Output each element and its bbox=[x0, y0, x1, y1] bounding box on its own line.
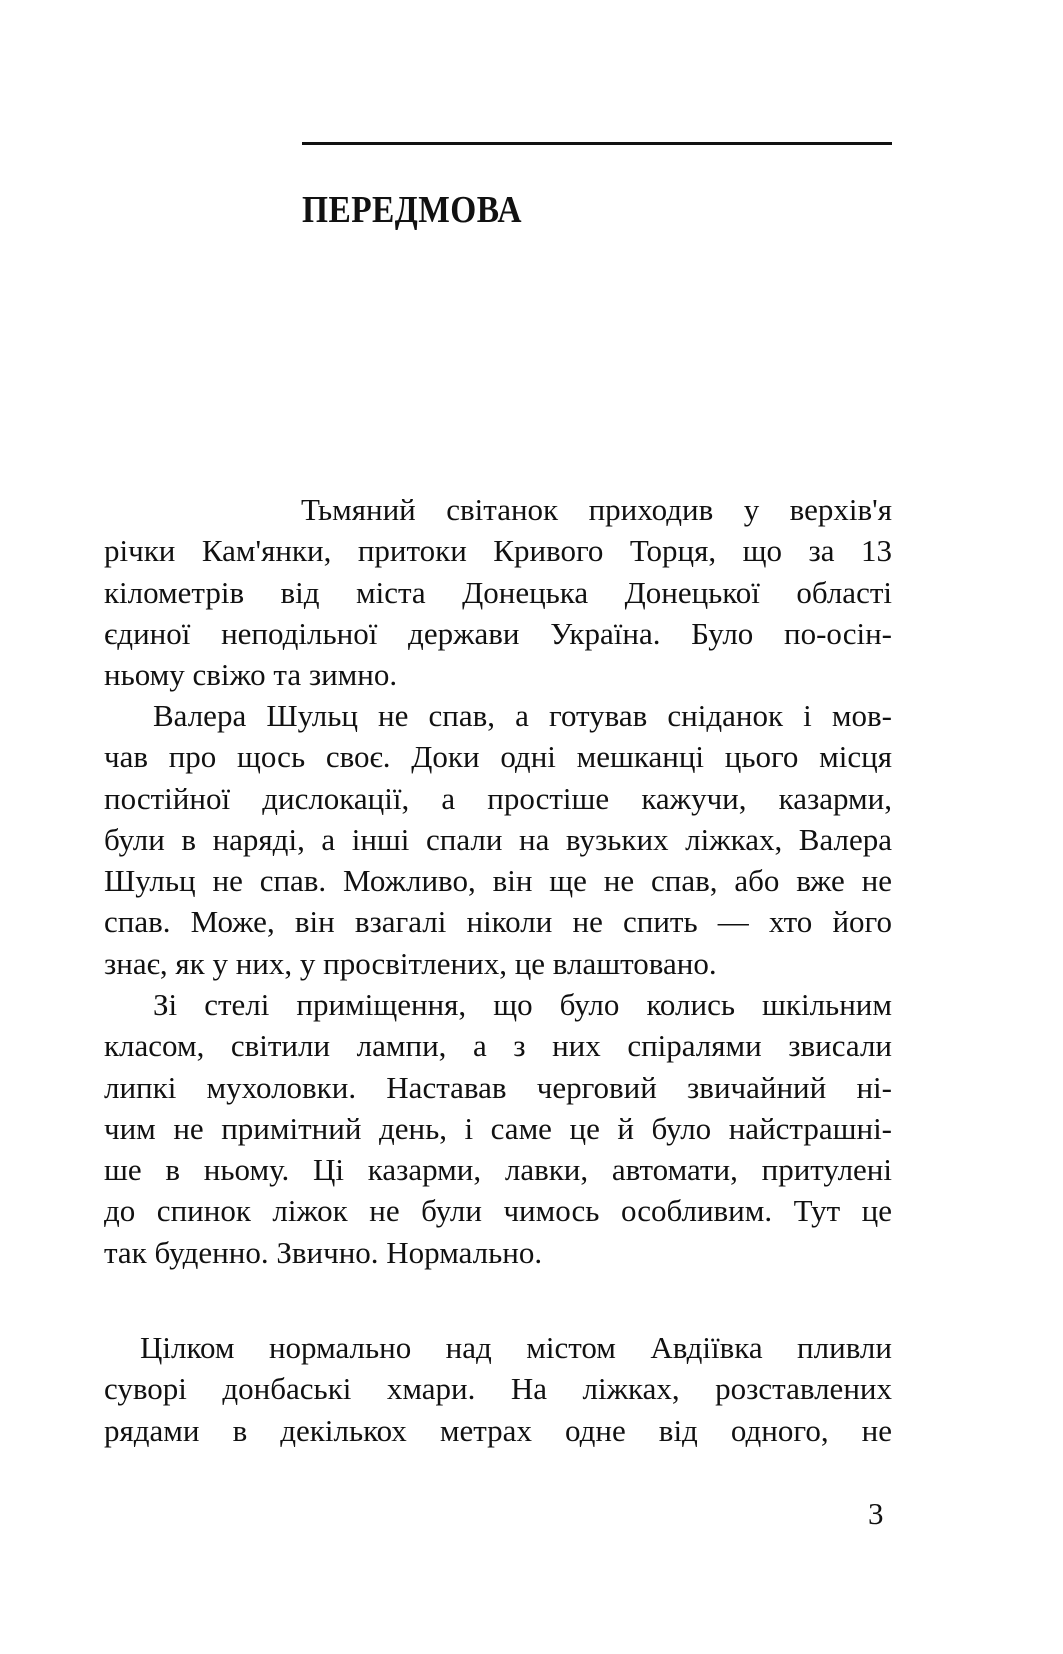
text-line: постійної дислокації, а простіше кажучи, казарми, bbox=[104, 780, 892, 816]
text-line: Тьмяний світанок приходив у верхів'я bbox=[301, 492, 892, 527]
text-line: ньому свіжо та зимно. bbox=[104, 657, 398, 693]
text-line: чав про щось своє. Доки одні мешканці цього місця bbox=[104, 739, 892, 775]
text-line: так буденно. Звично. Нормально. bbox=[104, 1234, 543, 1270]
text-line: єдиної неподільної держави Україна. Було по-осін- bbox=[104, 615, 892, 651]
paragraph-4 bbox=[104, 1327, 892, 1451]
text-line: спав. Може, він взагалі ніколи не спить — хто його bbox=[104, 904, 892, 940]
text-line: липкі мухоловки. Наставав черговий звичайний ні- bbox=[104, 1069, 892, 1105]
text-line: чим не примітний день, і саме це й було найстрашні- bbox=[104, 1110, 892, 1146]
text-line: знає, як у них, у просвітлених, це влаштовано. bbox=[104, 945, 717, 981]
text-line: Зі стелі приміщення, що було колись шкільним bbox=[153, 987, 892, 1022]
text-line: до спинок ліжок не були чимось особливим. Тут це bbox=[104, 1193, 892, 1229]
text-line: Цілком нормально над містом Авдіївка пливли bbox=[140, 1330, 892, 1365]
text-line: класом, світили лампи, а з них спіралями звисали bbox=[104, 1028, 892, 1064]
text-line: Валера Шульц не спав, а готував сніданок і мов- bbox=[153, 698, 892, 733]
header-rule bbox=[302, 142, 892, 145]
paragraph-2 bbox=[104, 695, 892, 984]
paragraph-1 bbox=[104, 489, 892, 695]
chapter-title: ПЕРЕДМОВА bbox=[302, 189, 522, 231]
text-line: рядами в декількох метрах одне від одного, не bbox=[104, 1412, 892, 1448]
text-line: кілометрів від міста Донецька Донецької області bbox=[104, 574, 892, 610]
text-line: були в наряді, а інші спали на вузьких ліжках, Валера bbox=[104, 821, 892, 857]
page-number: 3 bbox=[868, 1496, 884, 1531]
text-line: річки Кам'янки, притоки Кривого Торця, що за 13 bbox=[104, 533, 892, 569]
text-line: суворі донбаські хмари. На ліжках, розставлених bbox=[104, 1371, 892, 1407]
paragraph-3 bbox=[104, 984, 892, 1273]
text-line: Шульц не спав. Можливо, він ще не спав, або вже не bbox=[104, 863, 892, 899]
text-line: ше в ньому. Ці казарми, лавки, автомати, притулені bbox=[104, 1152, 892, 1188]
